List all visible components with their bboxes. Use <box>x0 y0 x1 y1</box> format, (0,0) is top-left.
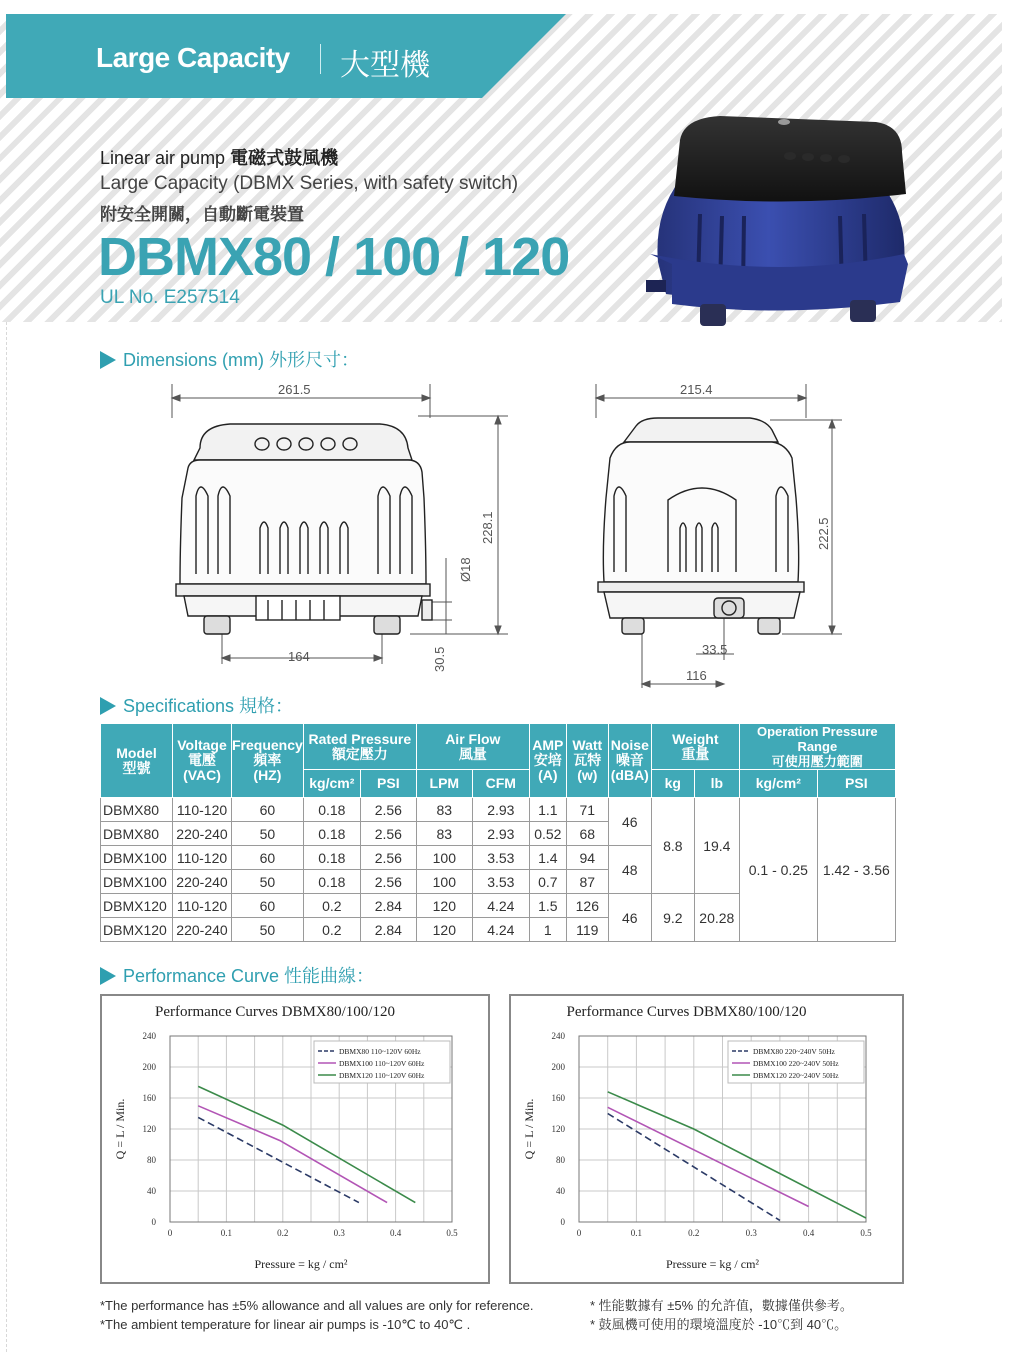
chart-title: Performance Curves DBMX80/100/120 <box>566 1004 807 1020</box>
x-tick-label: 0 <box>167 1228 173 1238</box>
noise-cell: 48 <box>608 846 651 894</box>
th-noise: Noise 噪音 (dBA) <box>608 724 651 798</box>
ul-number: UL No. E257514 <box>100 287 240 308</box>
table-row: DBMX80 110-120 60 0.18 2.56 83 2.93 1.1 71 46 8.8 19.4 0.1 - 0.25 1.42 - 3.56 <box>101 798 896 822</box>
y-tick-label: 40 <box>556 1186 565 1196</box>
x-tick-label: 0.3 <box>333 1228 345 1238</box>
table-row: DBMX80 220-240 50 0.18 2.56 83 2.93 0.52 68 <box>101 822 896 846</box>
table-row: DBMX100 110-120 60 0.18 2.56 100 3.53 1.4 94 48 <box>101 846 896 870</box>
x-tick-label: 0.1 <box>220 1228 233 1238</box>
footnotes-zh <box>590 1296 853 1334</box>
dim-side-outlet-offset: 116 <box>686 668 707 683</box>
y-tick-label: 240 <box>551 1031 565 1041</box>
footnote-zh-1: * 性能數據有 ±5% 的允許值，數據僅供參考。 <box>590 1298 853 1313</box>
section-performance-label: Performance Curve 性能曲線： <box>123 966 375 986</box>
th-lpm: LPM <box>416 770 472 798</box>
y-tick-label: 200 <box>551 1062 565 1072</box>
performance-chart-50hz <box>509 994 904 1284</box>
op-kgcm2-cell: 0.1 - 0.25 <box>739 798 817 942</box>
x-tick-label: 0.5 <box>860 1228 872 1238</box>
section-specifications <box>100 692 293 718</box>
th-voltage: Voltage 電壓 (VAC) <box>173 724 232 798</box>
th-amp: AMP 安培 (A) <box>529 724 566 798</box>
y-tick-label: 0 <box>151 1217 156 1227</box>
legend-label: DBMX100 110~120V 60Hz <box>339 1059 425 1068</box>
banner-title-zh: 大型機 <box>340 49 430 82</box>
x-tick-label: 0.2 <box>688 1228 700 1238</box>
th-operation-range: Operation Pressure Range 可使用壓力範圍 <box>739 724 895 770</box>
dim-front-pipe: Ø18 <box>458 557 473 582</box>
th-cfm: CFM <box>472 770 529 798</box>
th-op-kgcm2: kg/cm² <box>739 770 817 798</box>
th-op-psi: PSI <box>817 770 895 798</box>
section-dimensions <box>100 346 359 372</box>
th-frequency: Frequency 頻率 (HZ) <box>232 724 304 798</box>
x-tick-label: 0.4 <box>389 1228 402 1238</box>
triangle-bullet-icon <box>100 697 116 715</box>
footnotes-en <box>100 1296 533 1334</box>
y-tick-label: 240 <box>142 1031 156 1041</box>
dimension-drawing-front <box>160 378 520 678</box>
weight-kg-cell: 8.8 <box>651 798 694 894</box>
y-tick-label: 0 <box>560 1217 565 1227</box>
op-psi-cell: 1.42 - 3.56 <box>817 798 895 942</box>
footnote-en-1: *The performance has ±5% allowance and all values are only for reference. <box>100 1298 534 1313</box>
section-performance <box>100 962 374 988</box>
performance-chart-60hz <box>100 994 490 1284</box>
product-subtitle: Large Capacity (DBMX Series, with safety switch) <box>100 173 519 194</box>
y-tick-label: 200 <box>142 1062 156 1072</box>
x-axis-label: Pressure = kg / cm² <box>665 1257 760 1271</box>
specifications-table <box>100 723 896 942</box>
legend-label: DBMX80 220~240V 50Hz <box>753 1047 835 1056</box>
x-tick-label: 0.5 <box>446 1228 458 1238</box>
weight-lb-cell: 20.28 <box>694 894 739 942</box>
product-name-en: Linear air pump <box>100 148 226 168</box>
th-weight: Weight 重量 <box>651 724 739 770</box>
y-axis-label: Q = L / Min. <box>522 1098 536 1160</box>
dim-front-pipe-height: 30.5 <box>432 646 447 672</box>
y-tick-label: 120 <box>551 1124 565 1134</box>
x-tick-label: 0.1 <box>630 1228 643 1238</box>
x-tick-label: 0 <box>576 1228 582 1238</box>
legend-label: DBMX120 110~120V 60Hz <box>339 1071 425 1080</box>
product-photo <box>640 104 920 334</box>
dim-front-width: 261.5 <box>278 382 311 397</box>
th-model: Model 型號 <box>101 724 173 798</box>
y-tick-label: 80 <box>147 1155 156 1165</box>
banner-separator <box>320 44 321 74</box>
x-tick-label: 0.3 <box>745 1228 757 1238</box>
th-kg: kg <box>651 770 694 798</box>
noise-cell: 46 <box>608 798 651 846</box>
weight-kg-cell: 9.2 <box>651 894 694 942</box>
x-tick-label: 0.2 <box>277 1228 289 1238</box>
model-title: DBMX80 / 100 / 120 <box>98 227 570 287</box>
product-name <box>100 144 338 170</box>
x-tick-label: 0.4 <box>802 1228 815 1238</box>
weight-lb-cell: 19.4 <box>694 798 739 894</box>
dim-side-height: 222.5 <box>816 517 831 550</box>
th-kgcm2: kg/cm² <box>303 770 360 798</box>
dim-front-base: 164 <box>288 649 310 664</box>
x-axis-label: Pressure = kg / cm² <box>254 1257 348 1271</box>
y-axis-label: Q = L / Min. <box>113 1098 127 1160</box>
table-row: DBMX100 220-240 50 0.18 2.56 100 3.53 0.7 87 <box>101 870 896 894</box>
y-tick-label: 80 <box>556 1155 565 1165</box>
chart-frame <box>101 995 489 1283</box>
dim-side-width: 215.4 <box>680 382 713 397</box>
chart-frame <box>510 995 903 1283</box>
y-tick-label: 160 <box>142 1093 156 1103</box>
table-row: DBMX120 110-120 60 0.2 2.84 120 4.24 1.5 126 46 9.2 20.28 <box>101 894 896 918</box>
th-rated-pressure: Rated Pressure 額定壓力 <box>303 724 416 770</box>
dimension-drawing-side <box>586 378 846 688</box>
product-subtitle-zh: 附安全開關，自動斷電裝置 <box>100 205 304 224</box>
legend-label: DBMX80 110~120V 60Hz <box>339 1047 421 1056</box>
section-specifications-label: Specifications 規格： <box>123 696 294 716</box>
section-dimensions-label: Dimensions (mm) 外形尺寸： <box>123 350 360 370</box>
legend-label: DBMX120 220~240V 50Hz <box>753 1071 839 1080</box>
triangle-bullet-icon <box>100 351 116 369</box>
y-tick-label: 40 <box>147 1186 156 1196</box>
noise-cell: 46 <box>608 894 651 942</box>
th-air-flow: Air Flow 風量 <box>416 724 529 770</box>
th-watt: Watt 瓦特 (w) <box>566 724 608 798</box>
dim-front-height: 228.1 <box>480 511 495 544</box>
chart-title: Performance Curves DBMX80/100/120 <box>155 1004 395 1020</box>
footnote-zh-2: * 鼓風機可使用的環境溫度於 -10℃到 40℃。 <box>590 1317 848 1332</box>
product-name-zh: 電磁式鼓風機 <box>230 148 339 168</box>
table-row: DBMX120 220-240 50 0.2 2.84 120 4.24 1 119 <box>101 918 896 942</box>
legend-label: DBMX100 220~240V 50Hz <box>753 1059 839 1068</box>
y-tick-label: 160 <box>551 1093 565 1103</box>
banner-title-en: Large Capacity <box>96 42 290 73</box>
th-psi: PSI <box>360 770 416 798</box>
y-tick-label: 120 <box>142 1124 156 1134</box>
left-margin-rule <box>6 322 8 1352</box>
triangle-bullet-icon <box>100 967 116 985</box>
footnote-en-2: *The ambient temperature for linear air pumps is -10℃ to 40℃ . <box>100 1317 471 1332</box>
th-lb: lb <box>694 770 739 798</box>
dim-side-outlet: 33.5 <box>702 642 728 657</box>
